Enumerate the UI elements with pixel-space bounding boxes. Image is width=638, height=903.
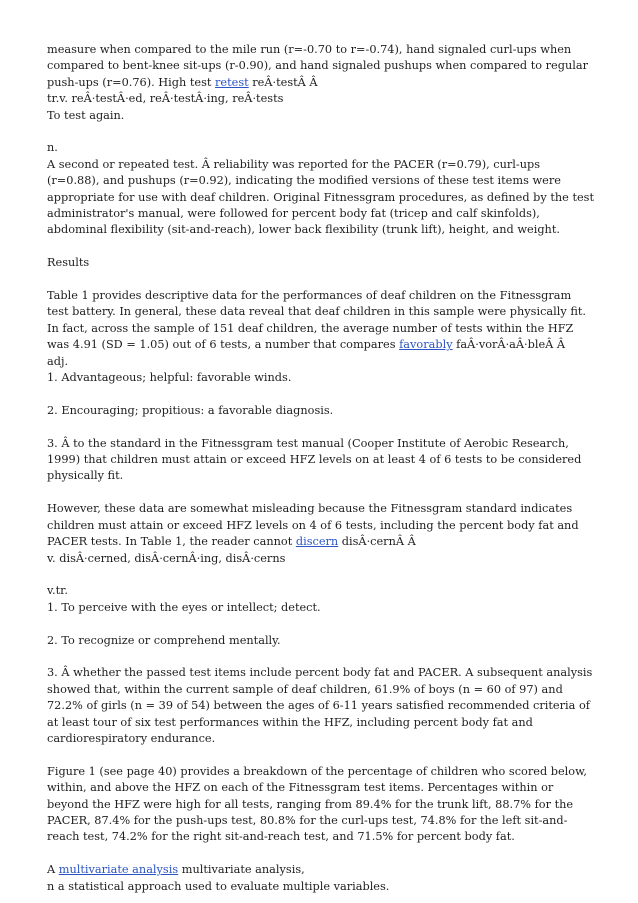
text-span: faÂ·vorÂ·aÂ·bleÂ Â [452,338,566,352]
text-span: multivariate analysis, [178,863,305,877]
definition-pos: adj. [47,354,69,368]
paragraph-analysis: 3. Â whether the passed test items include percent body fat and PACER. A subsequent analysis showed that, within the current sample of deaf children, 61.9% of boys (n = 60 of 97) and 72.2% of girls (n = 39 of 54) between the ages of 6-11 years satisfied recommended criteria of at least tour of six test performances within the HFZ, including percent body fat and cardiorespiratory endurance. [47,666,593,745]
paragraph-misleading [47,501,595,550]
text-span: reÂ·testÂ Â [248,75,318,89]
definition-line: To test again. [47,108,125,122]
document-page [47,42,595,895]
paragraph-measure [47,42,595,91]
text-span: A [47,863,59,877]
text-span: However, these data are somewhat misleading because the Fitnessgram standard indicates children must attain or exceed HFZ levels on 4 of 6 tests, including the percent body fat and PACER tests. In Table 1, the reader cannot [47,502,579,549]
text-span: disÂ·cernÂ Â [338,535,416,549]
section-heading-results: Results [47,256,90,270]
definition-line: v. disÂ·cerned, disÂ·cernÂ·ing, disÂ·cerns [47,551,286,565]
definition-line: tr.v. reÂ·testÂ·ed, reÂ·testÂ·ing, reÂ·tests [47,92,284,106]
link-multivariate-analysis[interactable]: multivariate analysis [58,863,179,877]
definition-line: 2. To recognize or comprehend mentally. [47,633,281,647]
paragraph-standard: 3. Â to the standard in the Fitnessgram test manual (Cooper Institute of Aerobic Research, 1999) that children must attain or exceed HFZ levels on at least 4 of 6 tests to be considered physically fit. [47,436,582,483]
definition-line: 1. Advantageous; helpful: favorable winds. [47,371,292,385]
text-span: Table 1 provides descriptive data for the performances of deaf children on the Fitnessgram test battery. In general, these data reveal that deaf children in this sample were physically fit. In fact, across the sample of 151 deaf children, the average number of tests within the HFZ was 4.91 (SD = 1.05) out of 6 tests, a number that compares [47,289,587,352]
definition-pos: v.tr. [47,584,68,598]
paragraph-reliability: A second or repeated test. Â reliability was reported for the PACER (r=0.79), curl-ups (r=0.88), and pushups (r=0.92), indicating the modified versions of these test items were appropriate for use with deaf children. Original Fitnessgram procedures, as defined by the test administrator's manual, were followed for percent body fat (tricep and calf skinfolds), abdominal flexibility (sit-and-reach), lower back flexibility (trunk lift), height, and weight. [47,157,595,237]
definition-line: 2. Encouraging; propitious: a favorable diagnosis. [47,403,334,417]
link-discern[interactable]: discern [295,535,339,549]
text-span: measure when compared to the mile run (r=-0.70 to r=-0.74), hand signaled curl-ups when compared to bent-knee sit-ups (r-0.90), and hand signaled pushups when compared to regular push-ups (r=0.76). High test [47,43,588,89]
paragraph-table1 [47,288,595,354]
definition-line: 1. To perceive with the eyes or intellect; detect. [47,600,321,614]
paragraph-multivariate [47,862,595,878]
definition-line: n a statistical approach used to evaluate multiple variables. [47,879,390,893]
definition-pos: n. [47,141,58,155]
link-retest[interactable]: retest [215,75,249,89]
link-favorably[interactable]: favorably [399,338,453,352]
paragraph-figure1: Figure 1 (see page 40) provides a breakdown of the percentage of children who scored below, within, and above the HFZ on each of the Fitnessgram test items. Percentages within or beyond the HFZ were high for all tests, ranging from 89.4% for the trunk lift, 88.7% for the PACER, 87.4% for the push-ups test, 80.8% for the curl-ups test, 74.8% for the left sit-and-reach test, 74.2% for the right sit-and-reach test, and 71.5% for percent body fat. [47,764,588,844]
